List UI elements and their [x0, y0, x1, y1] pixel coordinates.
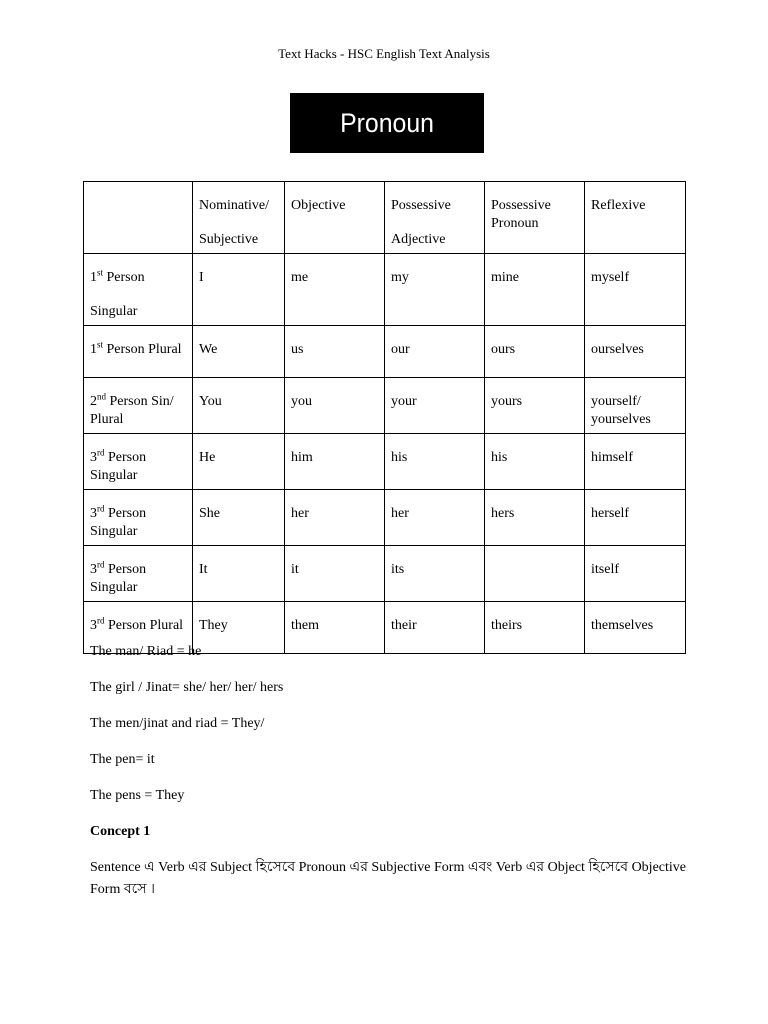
- table-cell: You: [193, 378, 285, 434]
- table-cell: He: [193, 434, 285, 490]
- table-cell: She: [193, 490, 285, 546]
- table-cell: us: [285, 326, 385, 378]
- table-cell: their: [385, 602, 485, 654]
- table-cell: mine: [485, 254, 585, 326]
- table-row: [84, 490, 686, 546]
- note-line: The pens = They: [90, 788, 185, 803]
- row-label: 3rd Person Singular: [84, 434, 193, 490]
- table-cell: you: [285, 378, 385, 434]
- table-cell: ourselves: [585, 326, 686, 378]
- table-cell: yours: [485, 378, 585, 434]
- header-cell-reflexive: Reflexive: [585, 182, 686, 254]
- note-line: The girl / Jinat= she/ her/ her/ hers: [90, 680, 284, 695]
- table-row: [84, 546, 686, 602]
- table-cell: his: [385, 434, 485, 490]
- table-cell: our: [385, 326, 485, 378]
- note-line: The men/jinat and riad = They/: [90, 716, 265, 731]
- table-row: [84, 434, 686, 490]
- concept-text: Sentence এ Verb এর Subject হিসেবে Pronoun এর Subjective Form এবং Verb এর Object হিসেবে Objective Form বসে ।: [90, 860, 686, 897]
- table-header-row: [84, 182, 686, 254]
- row-label: 1st Person Singular: [84, 254, 193, 326]
- table-cell: her: [285, 490, 385, 546]
- header-cell-objective: Objective: [285, 182, 385, 254]
- table-cell: me: [285, 254, 385, 326]
- table-cell: hers: [485, 490, 585, 546]
- page-header: Text Hacks - HSC English Text Analysis: [278, 46, 490, 61]
- row-label: 3rd Person Plural: [84, 602, 193, 654]
- table-cell: them: [285, 602, 385, 654]
- table-cell: her: [385, 490, 485, 546]
- table-cell: himself: [585, 434, 686, 490]
- table-cell: itself: [585, 546, 686, 602]
- table-cell: themselves: [585, 602, 686, 654]
- note-line: The pen= it: [90, 752, 155, 767]
- table-cell: his: [485, 434, 585, 490]
- table-cell: [485, 546, 585, 602]
- header-cell-nominative: Nominative/ Subjective: [193, 182, 285, 254]
- table-cell: ours: [485, 326, 585, 378]
- row-label: 1st Person Plural: [84, 326, 193, 378]
- pronoun-table: [83, 181, 686, 654]
- table-cell: theirs: [485, 602, 585, 654]
- table-cell: They: [193, 602, 285, 654]
- header-cell-possessive-adjective: Possessive Adjective: [385, 182, 485, 254]
- table-row: [84, 378, 686, 434]
- notes-section: [90, 643, 690, 919]
- note-line: The man/ Riad = he: [90, 644, 202, 659]
- concept-heading: Concept 1: [90, 824, 151, 839]
- page-title: Pronoun: [340, 107, 434, 138]
- title-banner: [290, 93, 484, 153]
- table-cell: it: [285, 546, 385, 602]
- table-row: [84, 254, 686, 326]
- row-label: 3rd Person Singular: [84, 490, 193, 546]
- table-cell: It: [193, 546, 285, 602]
- table-cell: my: [385, 254, 485, 326]
- table-cell: him: [285, 434, 385, 490]
- row-label: 3rd Person Singular: [84, 546, 193, 602]
- table-cell: myself: [585, 254, 686, 326]
- row-label: 2nd Person Sin/ Plural: [84, 378, 193, 434]
- header-cell-possessive-pronoun: Possessive Pronoun: [485, 182, 585, 254]
- table-cell: your: [385, 378, 485, 434]
- table-cell: yourself/ yourselves: [585, 378, 686, 434]
- table-cell: I: [193, 254, 285, 326]
- table-cell: its: [385, 546, 485, 602]
- table-row: [84, 326, 686, 378]
- header-cell-empty: [84, 182, 193, 254]
- table-cell: We: [193, 326, 285, 378]
- table-cell: herself: [585, 490, 686, 546]
